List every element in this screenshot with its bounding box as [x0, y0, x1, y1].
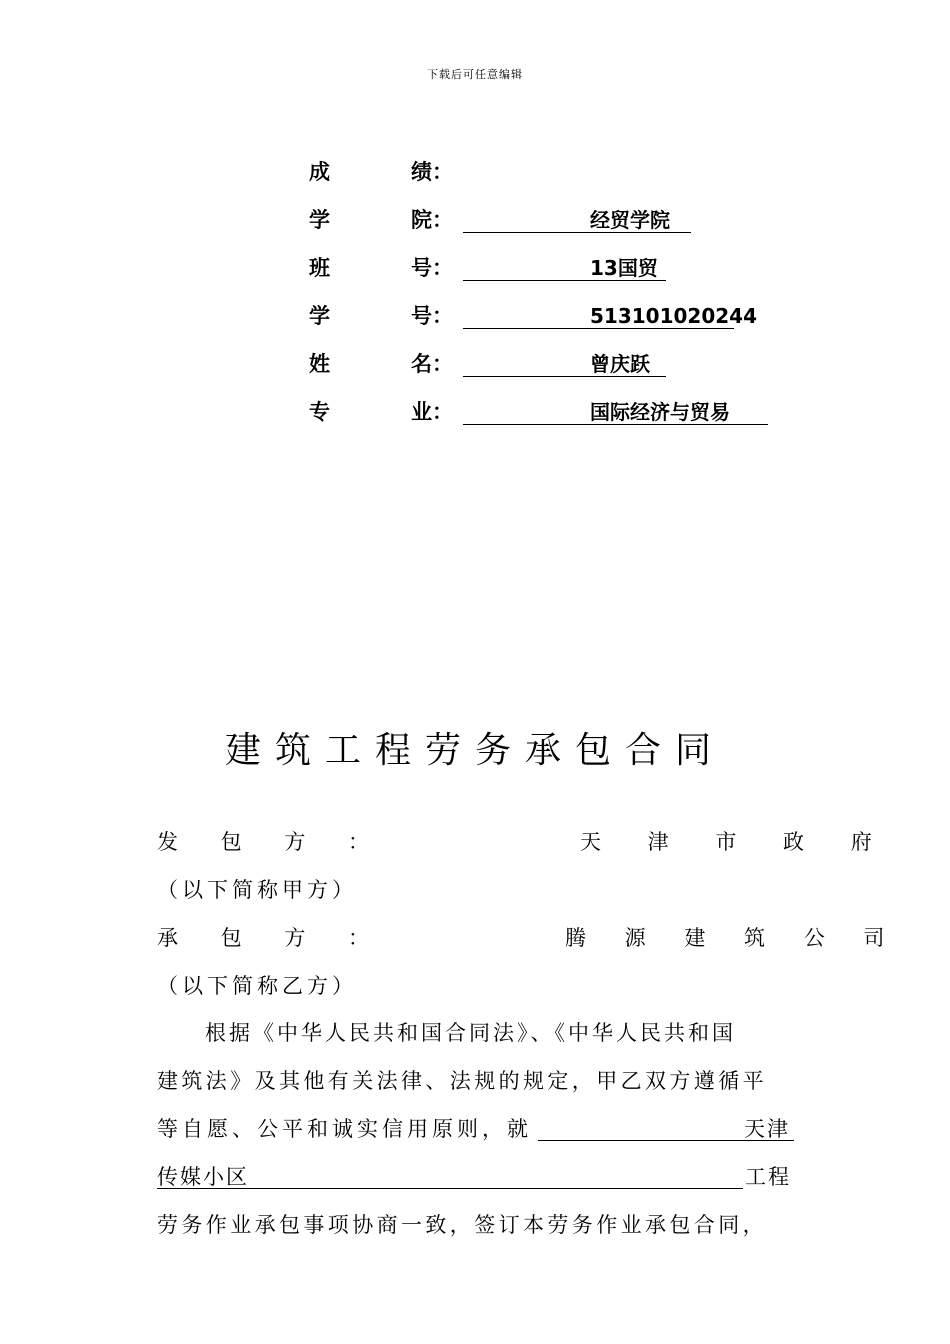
info-value-college: 经贸学院 [590, 208, 670, 232]
paragraph-line-1: 根据《中华人民共和国合同法》、《中华人民共和国 [205, 1021, 736, 1045]
party-a-name: 天 津 市 政 府 [580, 830, 892, 854]
party-b-name: 腾 源 建 筑 公 司 [565, 926, 901, 950]
project-underline [157, 1188, 743, 1189]
contract-title: 建筑工程劳务承包合同 [224, 730, 725, 771]
info-label-college-a: 学 [309, 208, 330, 232]
party-a-label: 发 包 方 ： [157, 830, 388, 854]
info-label-class-b: 号： [411, 256, 453, 280]
info-underline [463, 280, 666, 281]
info-label-name-b: 名： [411, 352, 453, 376]
project-name-part-1: 天津 [744, 1117, 790, 1141]
info-label-student-id-a: 学 [309, 304, 330, 328]
party-b-label: 承 包 方 ： [157, 926, 388, 950]
party-b-note: （以下简称乙方） [157, 974, 357, 998]
project-name-part-2: 传媒小区 [157, 1165, 249, 1189]
paragraph-line-3: 等自愿、公平和诚实信用原则，就 [157, 1117, 532, 1141]
info-value-major: 国际经济与贸易 [590, 400, 730, 424]
paragraph-line-4-end: 工程 [745, 1165, 791, 1189]
info-underline [463, 424, 768, 425]
info-underline [463, 328, 734, 329]
info-label-class-a: 班 [309, 256, 330, 280]
info-label-student-id-b: 号： [411, 304, 453, 328]
info-label-major-b: 业： [411, 400, 453, 424]
paragraph-line-2: 建筑法》及其他有关法律、法规的规定，甲乙双方遵循平 [157, 1069, 767, 1093]
info-label-major-a: 专 [309, 400, 330, 424]
info-underline [463, 376, 666, 377]
info-value-class: 13国贸 [590, 256, 658, 280]
info-label-score-a: 成 [309, 160, 330, 184]
info-underline [463, 232, 691, 233]
header-note: 下载后可任意编辑 [427, 68, 523, 81]
paragraph-line-5: 劳务作业承包事项协商一致，签订本劳务作业承包合同， [157, 1213, 767, 1237]
info-label-name-a: 姓 [309, 352, 330, 376]
party-a-note: （以下简称甲方） [157, 878, 357, 902]
info-value-name: 曾庆跃 [590, 352, 650, 376]
info-label-college-b: 院： [411, 208, 453, 232]
info-value-student-id: 513101020244 [590, 304, 757, 328]
info-label-score-b: 绩： [411, 160, 453, 184]
